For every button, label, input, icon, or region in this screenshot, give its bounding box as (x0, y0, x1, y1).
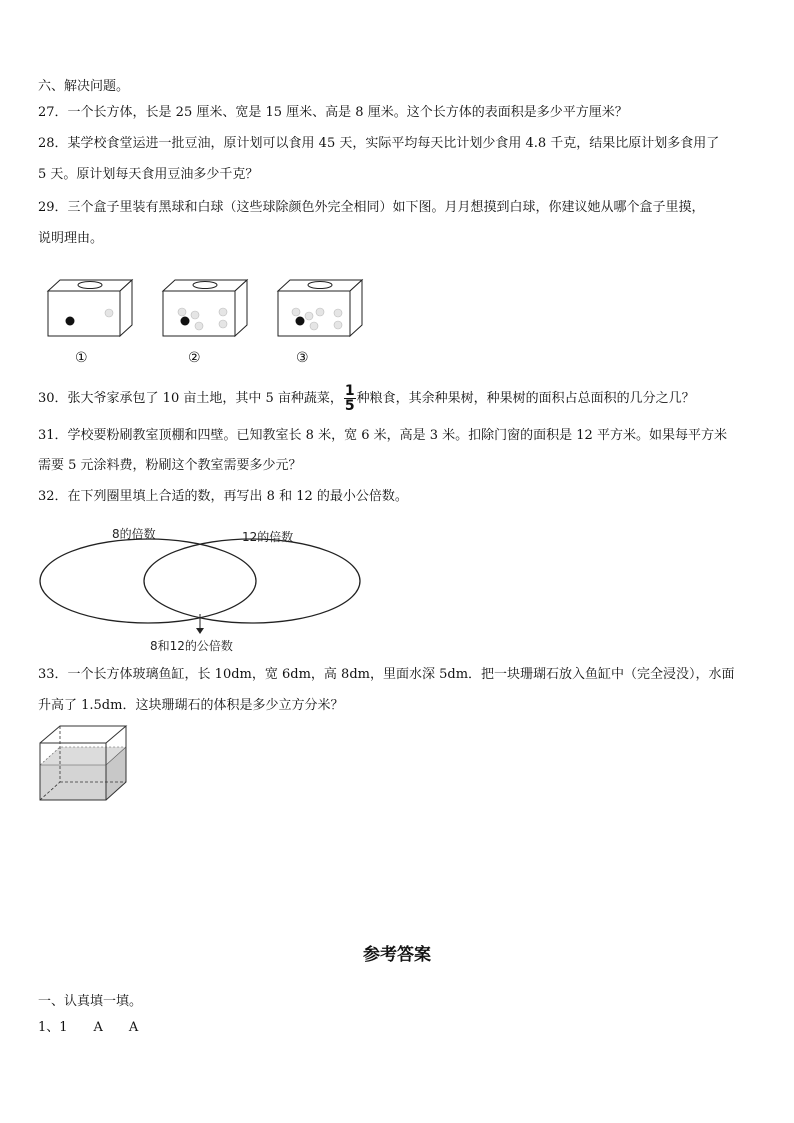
question-32: 32．在下列圈里填上合适的数，再写出 8 和 12 的最小公倍数。 (38, 489, 408, 504)
venn-diagram (38, 522, 368, 654)
question-28-line1: 28．某学校食堂运进一批豆油，原计划可以食用 45 天，实际平均每天比计划少食用 4.8 千克，结果比原计划多食用了 (38, 136, 720, 151)
question-27: 27．一个长方体，长是 25 厘米、宽是 15 厘米、高是 8 厘米。这个长方体的表面积是多少平方厘米？ (38, 105, 628, 120)
black-ball (66, 317, 75, 326)
white-ball (305, 312, 313, 320)
white-ball (316, 308, 324, 316)
answers-section-1: 一、认真填一填。 (38, 994, 143, 1009)
white-ball (178, 308, 186, 316)
question-30-before: 30．张大爷家承包了 10 亩土地，其中 5 亩种蔬菜， (38, 391, 343, 406)
question-31-line2: 需要 5 元涂料费，粉刷这个教室需要多少元？ (38, 458, 302, 473)
box-2-label: ② (188, 350, 201, 366)
question-30-after: 种粮食，其余种果树，种果树的面积占总面积的几分之几？ (356, 391, 695, 406)
white-ball (105, 309, 113, 317)
fraction-one-fifth: $\frac{1}{5}$ (344, 383, 355, 414)
venn-right-label: 12的倍数 (242, 530, 294, 544)
white-ball (219, 308, 227, 316)
white-ball (195, 322, 203, 330)
box-3-label: ③ (296, 350, 309, 366)
box-1-label: ① (75, 350, 88, 366)
white-ball (334, 309, 342, 317)
white-ball (191, 311, 199, 319)
answers-line-1: 1、1 A A (38, 1020, 139, 1035)
white-ball (292, 308, 300, 316)
box-1 (48, 280, 132, 336)
ball-boxes-figure (40, 275, 370, 345)
venn-left-label: 8的倍数 (112, 527, 156, 541)
white-ball (219, 320, 227, 328)
section-title: 六、解决问题。 (38, 79, 130, 94)
question-28-line2: 5 天。原计划每天食用豆油多少千克？ (38, 167, 259, 182)
black-ball (296, 317, 305, 326)
question-33-line1: 33．一个长方体玻璃鱼缸，长 10dm，宽 6dm，高 8dm，里面水深 5dm．把一块珊瑚石放入鱼缸中（完全浸没），水面 (38, 667, 735, 682)
white-ball (334, 321, 342, 329)
box-2 (163, 280, 247, 336)
black-ball (181, 317, 190, 326)
white-ball (310, 322, 318, 330)
fish-tank-figure (38, 725, 133, 803)
question-33-line2: 升高了 1.5dm．这块珊瑚石的体积是多少立方分米？ (38, 698, 344, 713)
venn-bottom-label: 8和12的公倍数 (150, 639, 233, 653)
box-3 (278, 280, 362, 336)
question-31-line1: 31．学校要粉刷教室顶棚和四壁。已知教室长 8 米，宽 6 米，高是 3 米。扣除门窗的面积是 12 平方米。如果每平方米 (38, 428, 727, 443)
question-29-line2: 说明理由。 (38, 231, 104, 246)
question-29-line1: 29．三个盒子里装有黑球和白球（这些球除颜色外完全相同）如下图。月月想摸到白球，你建议她从哪个盒子里摸， (38, 200, 705, 215)
answers-title: 参考答案 (363, 945, 431, 965)
question-30 (38, 382, 695, 416)
